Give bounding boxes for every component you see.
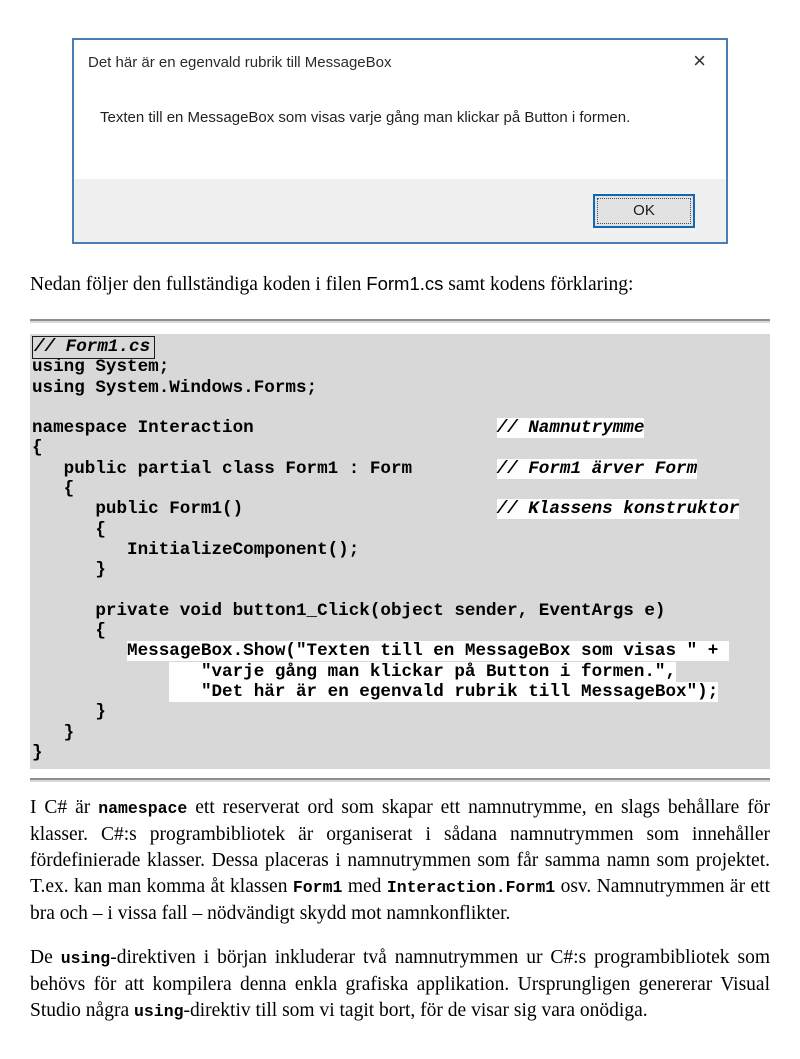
- text-segment: -direktiven i början inkluderar två namnutrymmen ur C#:s programbibliotek som behövs för att kompilera denna enkla grafiska applikation. Ursprungligen genererar Visual Studio några: [30, 947, 770, 1022]
- messagebox-titlebar: [74, 40, 726, 73]
- code-line: [32, 398, 770, 418]
- text-segment: osv. Namnutrymmen är ett bra och – i vissa fall – nödvändigt skydd mot namnkonflikter.: [30, 876, 770, 925]
- messagebox-message: Texten till en MessageBox som visas varje gång man klickar på Button i formen.: [100, 109, 631, 126]
- messagebox-title: Det här är en egenvald rubrik till MessageBox: [88, 54, 392, 71]
- explanation-paragraph-namespace: [30, 795, 770, 927]
- text-segment: namespace Interaction: [32, 418, 497, 439]
- text-segment: ett reserverat ord som skapar ett namnutrymme, en slags behållare för klasser. C#:s programbibliotek är organiserat i sådana namnutrymmen som innehåller fördefinierade klasser. Dessa placeras i namnutrymmen som får samma namn som projektet. T.ex. kan man komma åt klassen: [30, 797, 771, 898]
- text-segment: InitializeComponent();: [32, 539, 360, 560]
- code-line: [32, 662, 770, 682]
- code-line: [32, 540, 770, 560]
- code-line: [32, 438, 770, 458]
- code-line: [32, 378, 770, 398]
- code-line: [32, 520, 770, 540]
- text-segment: {: [32, 479, 75, 500]
- code-line: [32, 743, 770, 763]
- inline-code-text: "Det här är en egenvald rubrik till MessageBox");: [169, 682, 719, 703]
- code-line: [32, 459, 770, 479]
- text-segment: Nedan följer den fullständiga koden i filen: [30, 274, 367, 295]
- text-segment: }: [32, 722, 75, 743]
- text-segment: public Form1(): [32, 499, 497, 520]
- code-line: [32, 641, 770, 661]
- inline-code-text: "varje gång man klickar på Button i formen.",: [169, 661, 677, 682]
- code-line: [32, 560, 770, 580]
- explanation-paragraph-using: [30, 945, 770, 1025]
- text-segment: {: [32, 621, 106, 642]
- horizontal-rule-bottom: [30, 778, 770, 782]
- inline-code-text: namespace: [98, 799, 188, 819]
- text-segment: I C# är: [30, 797, 99, 819]
- ok-button[interactable]: OK: [593, 194, 695, 228]
- code-line: [32, 621, 770, 641]
- text-segment: using System.Windows.Forms;: [32, 377, 318, 398]
- inline-code-text: // Klassens konstruktor: [496, 499, 740, 520]
- inline-code-text: using: [133, 1002, 184, 1022]
- text-segment: public partial class Form1 : Form: [32, 458, 497, 479]
- text-segment: {: [32, 438, 43, 459]
- text-segment: [32, 641, 127, 661]
- inline-code-text: // Namnutrymme: [496, 418, 645, 439]
- document-page: [0, 38, 800, 1025]
- code-line: [32, 479, 770, 499]
- code-line: [32, 337, 770, 357]
- text-segment: [32, 682, 169, 702]
- code-line: [32, 601, 770, 621]
- text-segment: [32, 662, 169, 682]
- intro-paragraph: [30, 271, 770, 298]
- inline-code-text: Interaction.Form1: [386, 878, 556, 898]
- text-segment: }: [32, 560, 106, 581]
- text-segment: using System;: [32, 357, 170, 378]
- inline-code-text: // Form1.cs: [32, 336, 155, 359]
- horizontal-rule-top: [30, 319, 770, 323]
- inline-code-text: Form1: [292, 878, 343, 898]
- code-line: [32, 357, 770, 377]
- inline-code-text: // Form1 ärver Form: [496, 458, 698, 479]
- text-segment: De: [30, 947, 61, 969]
- messagebox-dialog: [72, 38, 728, 244]
- inline-code-text: Form1.cs: [366, 273, 444, 294]
- text-segment: private void button1_Click(object sender, EventArgs e): [32, 600, 666, 621]
- code-line: [32, 418, 770, 438]
- code-block: [30, 334, 770, 769]
- text-segment: {: [32, 519, 106, 540]
- code-line: [32, 581, 770, 601]
- code-line: [32, 702, 770, 722]
- code-line: [32, 682, 770, 702]
- messagebox-footer: [74, 179, 726, 242]
- code-line: [32, 499, 770, 519]
- inline-code-text: MessageBox.Show("Texten till en MessageBox som visas " +: [127, 641, 729, 662]
- inline-code-text: using: [60, 949, 111, 969]
- text-segment: -direktiv till som vi tagit bort, för de visar sig vara onödiga.: [183, 1000, 648, 1022]
- text-segment: samt kodens förklaring:: [443, 274, 634, 295]
- close-icon[interactable]: ×: [683, 51, 716, 73]
- text-segment: }: [32, 702, 106, 723]
- text-segment: med: [342, 876, 387, 898]
- code-line: [32, 723, 770, 743]
- text-segment: }: [32, 742, 43, 763]
